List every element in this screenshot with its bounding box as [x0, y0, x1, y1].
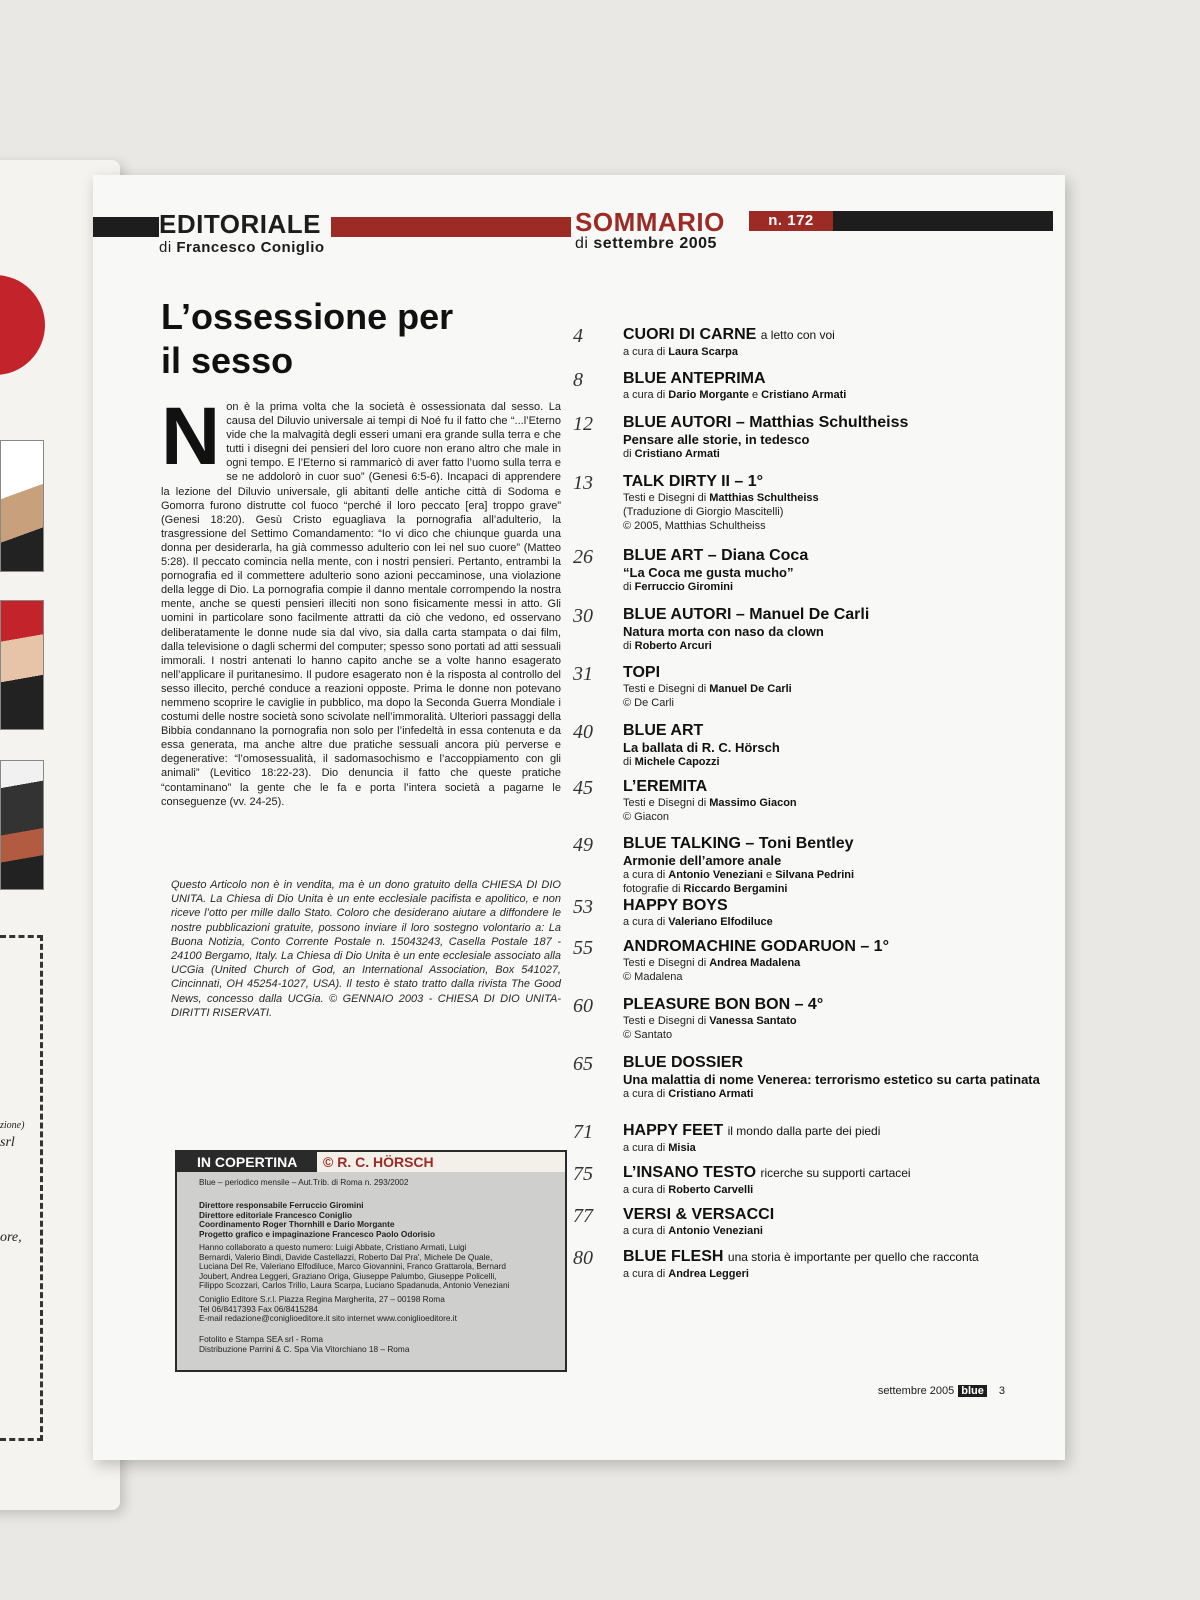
colophon-line: Filippo Scozzari, Carlos Trillo, Laura Scarpa, Luciano Spadanuda, Antonio Veneziani — [199, 1280, 510, 1290]
cover-thumbnail — [0, 440, 44, 572]
toc-entry-credit: © Santato — [623, 1029, 673, 1041]
toc-entry-title-row — [623, 721, 1043, 740]
colophon-line: Coordinamento Roger Thornhill e Dario Morgante — [199, 1219, 395, 1229]
toc-page-number: 53 — [573, 896, 593, 918]
toc-entry-credit: a cura di Laura Scarpa — [623, 346, 738, 358]
toc-entry-subtitle: “La Coca me gusta mucho” — [623, 565, 794, 580]
toc-page-number: 12 — [573, 413, 593, 435]
toc-entry-content — [623, 995, 1043, 1042]
colophon-line: Fotolito e Stampa SEA srl - Roma — [199, 1334, 324, 1344]
toc-entry-subtitle: Una malattia di nome Venerea: terrorismo estetico su carta patinata — [623, 1072, 1040, 1087]
toc-entry-title-row — [623, 325, 1043, 345]
toc-entry-title-row — [623, 1205, 1043, 1224]
toc-entry-credit: di Michele Capozzi — [623, 756, 720, 768]
toc-entry-title-row — [623, 1163, 1043, 1183]
footer-date: settembre 2005 — [877, 1385, 955, 1397]
toc-page-number: 80 — [573, 1247, 593, 1269]
toc-entry-credit: di Roberto Arcuri — [623, 640, 712, 652]
toc-entry-title-row — [623, 834, 1043, 853]
toc-entry-credit: © De Carli — [623, 697, 674, 709]
magazine-logo-fragment — [0, 275, 45, 375]
editoriale-byline — [159, 239, 325, 256]
colophon-line: Luciana Del Re, Valeriano Elfodiluce, Marco Giovannini, Franco Grattarola, Bernard — [199, 1261, 506, 1271]
toc-page-number: 4 — [573, 325, 583, 347]
toc-entry-title-row — [623, 1053, 1043, 1072]
header-rule — [331, 217, 571, 237]
page-footer — [878, 1385, 1005, 1397]
colophon-line: Blue – periodico mensile – Aut.Trib. di Roma n. 293/2002 — [199, 1177, 409, 1187]
toc-entry-credit: a cura di Dario Morgante e Cristiano Armati — [623, 389, 847, 401]
left-page-snippet: srl — [0, 1135, 15, 1150]
toc-entry-content — [623, 1205, 1043, 1238]
colophon-line: E-mail redazione@coniglioeditore.it sito internet www.coniglioeditore.it — [199, 1313, 457, 1323]
toc-entry-subtitle: Armonie dell’amore anale — [623, 853, 782, 868]
colophon-line: Joubert, Andrea Leggeri, Graziano Origa, Giuseppe Palumbo, Giuseppe Policelli, — [199, 1270, 497, 1281]
drop-cap: N — [161, 391, 221, 482]
toc-entry-credit: di Ferruccio Giromini — [623, 581, 734, 593]
toc-entry-content — [623, 721, 1043, 769]
toc-entry-credit: di Cristiano Armati — [623, 448, 720, 460]
toc-entry-credit: a cura di Valeriano Elfodiluce — [623, 916, 773, 928]
toc-entry-content — [623, 546, 1043, 594]
toc-entry-credit: a cura di Andrea Leggeri — [623, 1268, 749, 1280]
toc-entry-credit: a cura di Antonio Veneziani — [623, 1225, 763, 1237]
section-title-sommario: SOMMARIO — [575, 207, 725, 237]
toc-entry-content — [623, 834, 1043, 896]
colophon-line: Bernardi, Valerio Bindi, Davide Castellazzi, Roberto Dal Pra', Michele De Quale, — [199, 1251, 493, 1262]
colophon-line: Coniglio Editore S.r.l. Piazza Regina Margherita, 27 – 00198 Roma — [199, 1294, 445, 1304]
toc-entry-credit: Testi e Disegni di Vanessa Santato — [623, 1015, 797, 1027]
article-headline: L’ossessione per il sesso — [161, 296, 454, 381]
toc-entry-credit: a cura di Antonio Veneziani e Silvana Pedrini — [623, 869, 855, 881]
toc-entry-title: BLUE TALKING – Toni Bentley — [623, 835, 854, 852]
toc-page-number: 55 — [573, 937, 593, 959]
toc-entry-content — [623, 1163, 1043, 1197]
toc-entry-subtitle: Pensare alle storie, in tedesco — [623, 432, 810, 447]
toc-entry-title: BLUE FLESH — [623, 1248, 724, 1265]
toc-entry-subtitle: La ballata di R. C. Hörsch — [623, 740, 780, 755]
toc-entry-content — [623, 325, 1043, 359]
toc-entry-content — [623, 1247, 1043, 1281]
brand-logo: blue — [958, 1385, 987, 1397]
toc-entry-title: BLUE DOSSIER — [623, 1054, 744, 1071]
toc-entry-content — [623, 1053, 1043, 1101]
page-number: 3 — [998, 1385, 1005, 1397]
toc-page-number: 13 — [573, 472, 593, 494]
toc-entry-tagline: una storia è importante per quello che racconta — [727, 1250, 979, 1264]
toc-entry-title: PLEASURE BON BON – 4° — [623, 996, 824, 1013]
colophon-line: Tel 06/8417393 Fax 06/8415284 — [199, 1303, 319, 1314]
colophon-line: Hanno collaborato a questo numero: Luigi Abbate, Cristiano Armati, Luigi — [199, 1242, 467, 1252]
toc-entry-title: BLUE ART — [623, 722, 704, 739]
toc-entry-credit: a cura di Roberto Carvelli — [623, 1184, 754, 1196]
toc-page-number: 49 — [573, 834, 593, 856]
magazine-page — [93, 175, 1065, 1460]
left-page-label: 1 — [0, 872, 7, 887]
toc-page-number: 71 — [573, 1121, 593, 1143]
toc-entry-credit: fotografie di Riccardo Bergamini — [623, 883, 788, 895]
toc-entry-title-row — [623, 605, 1043, 624]
toc-entry-title: VERSI & VERSACCI — [623, 1206, 775, 1223]
toc-entry-content — [623, 777, 1043, 824]
toc-entry-title: HAPPY FEET — [623, 1122, 724, 1139]
toc-entry-title: L’INSANO TESTO — [623, 1164, 757, 1181]
coupon-dashed-border — [0, 935, 43, 1441]
toc-page-number: 65 — [573, 1053, 593, 1075]
toc-page-number: 40 — [573, 721, 593, 743]
toc-entry-credit: Testi e Disegni di Massimo Giacon — [623, 797, 797, 809]
toc-entry-content — [623, 896, 1043, 929]
toc-page-number: 31 — [573, 663, 593, 685]
toc-entry-title-row — [623, 546, 1043, 565]
article-body — [161, 391, 561, 809]
toc-entry-credit: © Madalena — [623, 971, 683, 983]
toc-entry-content — [623, 1121, 1043, 1155]
toc-entry-title: BLUE ANTEPRIMA — [623, 370, 766, 387]
toc-page-number: 77 — [573, 1205, 593, 1227]
issue-number-badge: n. 172 — [749, 211, 833, 231]
toc-page-number: 45 — [573, 777, 593, 799]
toc-entry-credit: Testi e Disegni di Matthias Schultheiss — [623, 492, 819, 504]
toc-entry-credit: © Giacon — [623, 811, 670, 823]
date-prefix: di — [575, 235, 589, 252]
toc-entry-credit: © 2005, Matthias Schultheiss — [623, 520, 766, 532]
toc-page-number: 8 — [573, 369, 583, 391]
byline-prefix: di — [159, 239, 172, 256]
cover-credit: © R. C. HÖRSCH — [317, 1152, 565, 1172]
toc-entry-title: TOPI — [623, 664, 661, 681]
toc-entry-content — [623, 472, 1043, 533]
toc-entry-credit: a cura di Cristiano Armati — [623, 1088, 754, 1100]
toc-page-number: 60 — [573, 995, 593, 1017]
cover-label: IN COPERTINA — [197, 1154, 298, 1170]
toc-entry-content — [623, 369, 1043, 402]
byline-author: Francesco Coniglio — [176, 239, 325, 256]
date-value: settembre 2005 — [593, 235, 717, 252]
toc-entry-credit: a cura di Misia — [623, 1142, 696, 1154]
toc-entry-title-row — [623, 472, 1043, 491]
toc-entry-content — [623, 413, 1043, 461]
cover-thumbnail — [0, 600, 44, 730]
toc-entry-title-row — [623, 937, 1043, 956]
colophon-line: Direttore editoriale Francesco Coniglio — [199, 1209, 353, 1220]
toc-entry-tagline: a letto con voi — [760, 328, 835, 342]
toc-entry-subtitle: Natura morta con naso da clown — [623, 624, 824, 639]
toc-entry-credit: (Traduzione di Giorgio Mascitelli) — [623, 506, 784, 518]
toc-entry-title-row — [623, 369, 1043, 388]
section-title-editoriale: EDITORIALE — [159, 209, 321, 239]
colophon-line: Direttore responsabile Ferruccio Giromini — [199, 1200, 364, 1210]
toc-entry-title-row — [623, 1247, 1043, 1267]
toc-entry-title-row — [623, 777, 1043, 796]
toc-entry-tagline: ricerche su supporti cartacei — [760, 1166, 911, 1180]
header-rule — [833, 211, 1053, 231]
toc-entry-title-row — [623, 995, 1043, 1014]
left-page-snippet: zione) — [0, 1120, 25, 1131]
toc-entry-content — [623, 663, 1043, 710]
article-body-text: on è la prima volta che la società è ossessionata dal sesso. La causa del Diluvio universale ai tempi di Noé fu il fatto che “...l’Eterno vide che la malvagità degli esseri umani era grande sulla terra e che tutti i disegni dei pensieri del loro cuore non erano altro che male in ogni tempo. E l’Eterno si rammaricò di aver fatto l’uomo sulla terra e se ne addolorò in cuor suo” (Genesi 6:5-6). Incapaci di apprendere la lezione del Diluvio universale, gli abitanti delle antiche città di Sodoma e Gomorra furono distrutte col fuoco “perché il loro peccato [era] troppo grave” (Genesi 18:20). Gesù Cristo eguagliava la pornografia all’adulterio, la trasgressione del Settimo Comandamento: “Io vi dico che chiunque guarda una donna per desiderarla, ha già commesso adulterio con lei nel suo cuore” (Matteo 5:28). Il peccato comincia nella mente, con i nostri pensieri. Pertanto, entrambi la pornografia ed il commettere adulterio sono azioni peccaminose, una violazione della legge di Dio. La pornografia compie il danno mentale corrompendo la nostra mente, anche se questi pensieri illeciti non sono fisicamente messi in atto. Gli uomini in particolare sono facilmente attratti da ciò che vedono, ed osservano deliberatamente le donne nude sia dal vivo, sia dalla carta stampata o dai film, dalla televisione o dagli schermi del computer; spesso sono portati ad atti sessuali immorali. I nostri antenati lo hanno capito anche se a volte hanno esagerato nell’applicare il puritanesimo. Il pudore esagerato non è la risposta al controllo del sesso illecito, perché conduce a reazioni opposte. Prima le donne non potevano nemmeno scoprire le caviglie in pubblico, ma dopo la Seconda Guerra Mondiale i costumi delle nostre società sono scivolate nell’immoralità. Ulteriori passaggi della Bibbia condannano la pornografia non solo per l’infedeltà in essa contenuta e da essa generata, ma anche altre due pratiche sessuali ancora più perverse e degenerative: “l’omosessualità, il sadomasochismo e l’accoppiamento con gli animali” (Levitico 18:22-23). Dio denuncia il fatto che queste pratiche “contaminano” la gente che le fa e porta l’intera società a pagarne le conseguenze (vv. 24-25). — [161, 401, 561, 808]
colophon-box — [175, 1150, 567, 1372]
colophon-line: Distribuzione Parrini & C. Spa Via Vitorchiano 18 – Roma — [199, 1343, 410, 1354]
left-page-snippet: ore, — [0, 1230, 22, 1245]
toc-entry-title-row — [623, 896, 1043, 915]
cover-thumbnail — [0, 760, 44, 890]
header-rule — [93, 217, 159, 237]
toc-entry-title: HAPPY BOYS — [623, 897, 728, 914]
toc-entry-content — [623, 605, 1043, 653]
toc-entry-title: CUORI DI CARNE — [623, 326, 757, 343]
sommario-date — [575, 235, 717, 253]
toc-entry-tagline: il mondo dalla parte dei piedi — [727, 1124, 881, 1138]
toc-entry-title: BLUE AUTORI – Matthias Schultheiss — [623, 414, 909, 431]
toc-entry-credit: Testi e Disegni di Manuel De Carli — [623, 683, 792, 695]
toc-entry-content — [623, 937, 1043, 984]
toc-page-number: 30 — [573, 605, 593, 627]
toc-entry-title: BLUE AUTORI – Manuel De Carli — [623, 606, 870, 623]
toc-entry-title-row — [623, 413, 1043, 432]
toc-entry-title-row — [623, 663, 1043, 682]
article-footnote: Questo Articolo non è in vendita, ma è un dono gratuito della CHIESA DI DIO UNITA. La Chiesa di Dio Unita è un ente ecclesiale pacifista e apolitico, e non riceve l’otto per mille dallo Stato. Coloro che desiderano aiutare a diffondere le nostre pubblicazioni gratuite, possono inviare il loro sostegno volontario a: La Buona Notizia, Conto Corrente Postale n. 15043243, Casella Postale 187 - 24100 Bergamo, Italy. La Chiesa di Dio Unita è un ente ecclesiale associato alla UCGia (United Church of God, an International Association, Box 541027, Cincinnati, OH 45254-1027, USA). Il testo è stato tratto dalla rivista The Good News, concesso dalla UCGia. © GENNAIO 2003 - CHIESA DI DIO UNITA- DIRITTI RISERVATI. — [171, 879, 561, 1019]
toc-page-number: 75 — [573, 1163, 593, 1185]
toc-entry-title-row — [623, 1121, 1043, 1141]
toc-entry-title: ANDROMACHINE GODARUON – 1° — [623, 938, 889, 955]
toc-page-number: 26 — [573, 546, 593, 568]
toc-entry-title: TALK DIRTY II – 1° — [623, 473, 764, 490]
toc-entry-title: L’EREMITA — [623, 778, 708, 795]
toc-entry-title: BLUE ART – Diana Coca — [623, 547, 809, 564]
toc-entry-credit: Testi e Disegni di Andrea Madalena — [623, 957, 801, 969]
colophon-line: Progetto grafico e impaginazione Francesco Paolo Odorisio — [199, 1228, 436, 1239]
